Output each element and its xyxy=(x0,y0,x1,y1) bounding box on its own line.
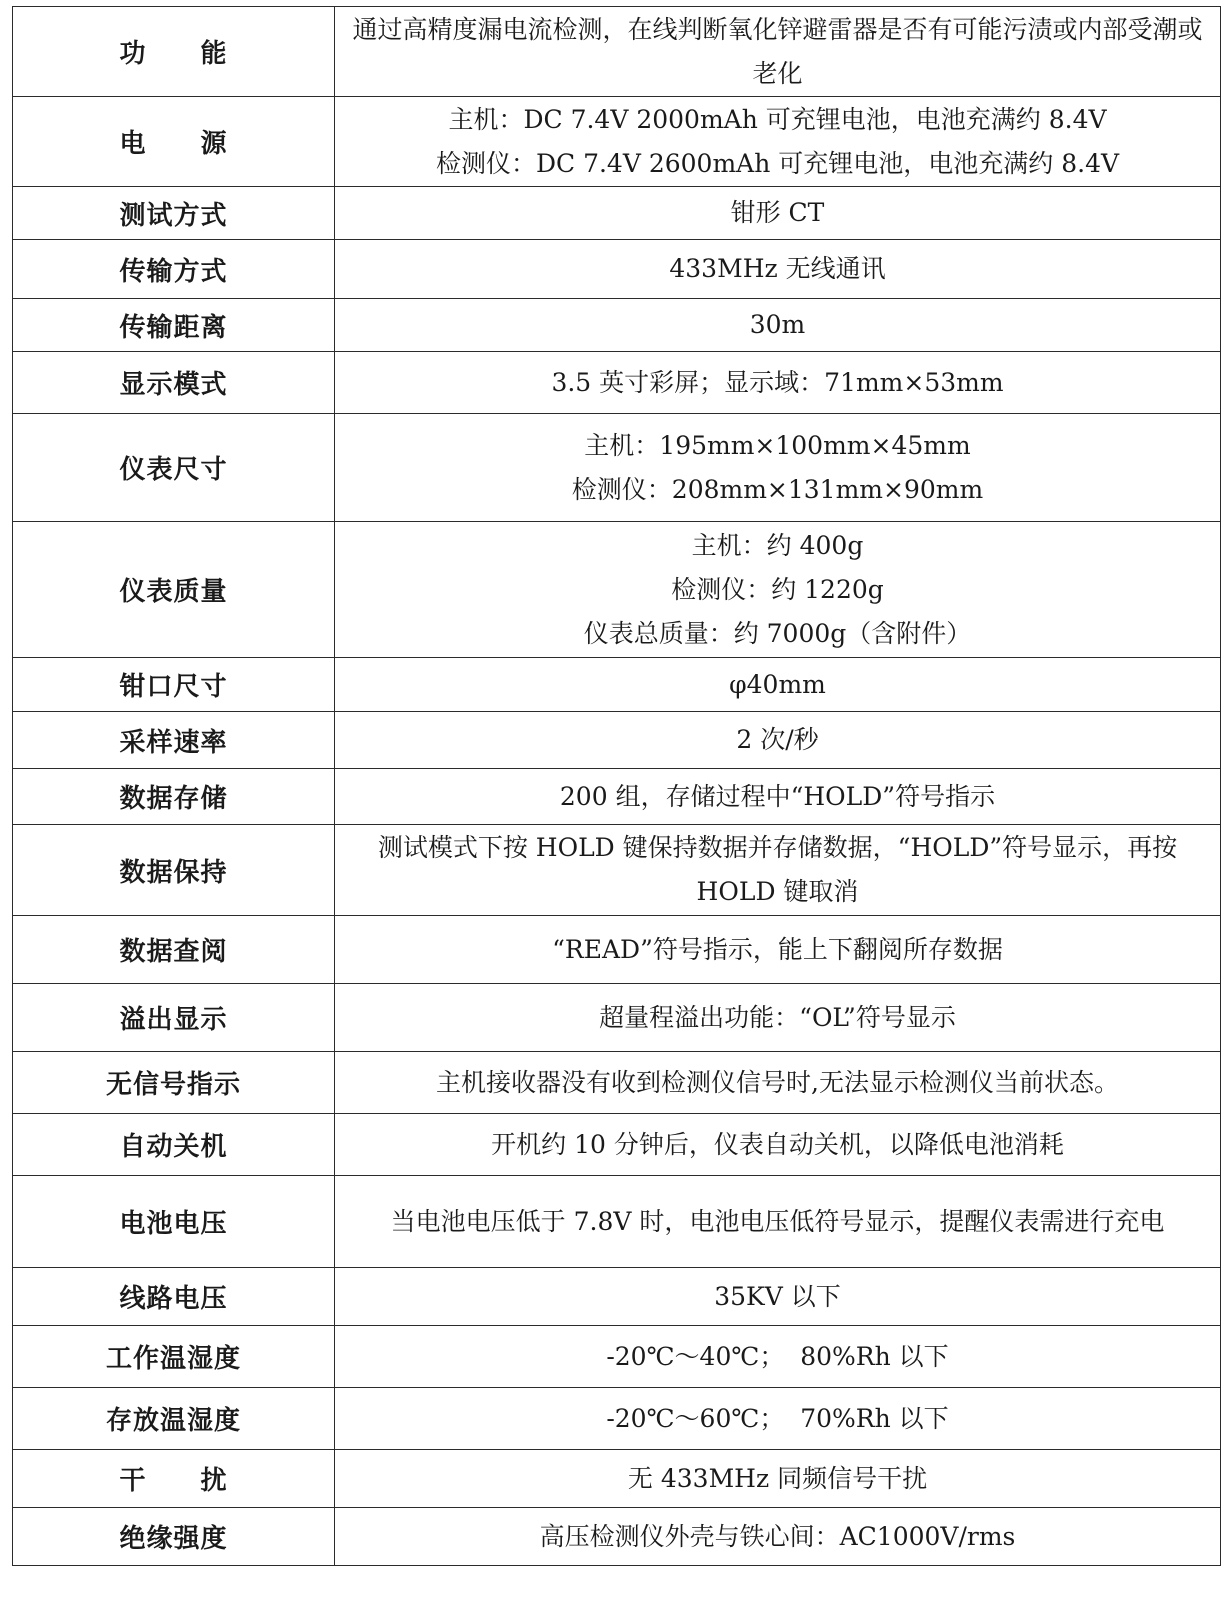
table-row xyxy=(13,1450,1221,1508)
spec-label: 干 扰 xyxy=(119,1466,228,1496)
spec-value-line: 仪表总质量：约 7000g（含附件） xyxy=(583,618,972,648)
spec-label-cell xyxy=(13,187,335,240)
spec-label-cell xyxy=(13,414,335,522)
spec-value-cell xyxy=(335,522,1221,658)
spec-label-cell xyxy=(13,984,335,1052)
spec-label-cell xyxy=(13,1508,335,1566)
spec-value-cell xyxy=(335,352,1221,414)
spec-value-line: 35KV 以下 xyxy=(714,1281,841,1311)
table-row xyxy=(13,825,1221,916)
spec-value-cell xyxy=(335,916,1221,984)
spec-value-line: 钳形 CT xyxy=(730,198,825,227)
spec-value-cell xyxy=(335,414,1221,522)
spec-value-line: “READ”符号指示，能上下翻阅所存数据 xyxy=(552,934,1003,964)
spec-label-cell xyxy=(13,352,335,414)
spec-value-line: 主机：DC 7.4V 2000mAh 可充锂电池，电池充满约 8.4V xyxy=(448,104,1107,134)
spec-label: 数据保持 xyxy=(119,857,228,888)
spec-label: 电 源 xyxy=(119,129,228,159)
spec-value-line: 开机约 10 分钟后，仪表自动关机，以降低电池消耗 xyxy=(491,1129,1064,1159)
spec-value-cell xyxy=(335,825,1221,916)
spec-value-line: 高压检测仪外壳与铁心间：AC1000V/rms xyxy=(539,1521,1016,1551)
spec-value-cell xyxy=(335,7,1221,97)
spec-value-cell xyxy=(335,1450,1221,1508)
spec-label-cell xyxy=(13,825,335,916)
spec-label: 线路电压 xyxy=(119,1284,228,1314)
spec-value-cell xyxy=(335,1268,1221,1326)
table-row xyxy=(13,658,1221,712)
spec-value-line: φ40mm xyxy=(729,669,826,699)
table-row xyxy=(13,97,1221,187)
spec-value-line: 检测仪：约 1220g xyxy=(671,574,884,604)
spec-value-line: 200 组，存储过程中“HOLD”符号指示 xyxy=(559,781,996,811)
spec-label-cell xyxy=(13,658,335,712)
spec-value-cell xyxy=(335,1176,1221,1268)
table-row xyxy=(13,712,1221,769)
table-row xyxy=(13,240,1221,299)
table-row xyxy=(13,414,1221,522)
spec-value-line: 通过高精度漏电流检测，在线判断氧化锌避雷器是否有可能污渍或内部受潮或老化 xyxy=(352,14,1203,88)
table-row xyxy=(13,352,1221,414)
spec-label: 数据查阅 xyxy=(119,937,228,967)
spec-value-line: 当电池电压低于 7.8V 时，电池电压低符号显示，提醒仪表需进行充电 xyxy=(390,1206,1165,1236)
spec-value-cell xyxy=(335,1114,1221,1176)
spec-value-cell xyxy=(335,1326,1221,1388)
spec-label-cell xyxy=(13,240,335,299)
spec-value-line: 检测仪：DC 7.4V 2600mAh 可充锂电池，电池充满约 8.4V xyxy=(435,148,1120,178)
spec-label: 测试方式 xyxy=(119,200,228,231)
table-row xyxy=(13,1508,1221,1566)
spec-value-line: 3.5 英寸彩屏；显示域：71mm×53mm xyxy=(551,367,1004,397)
spec-label-cell xyxy=(13,1114,335,1176)
table-row xyxy=(13,1176,1221,1268)
spec-label-cell xyxy=(13,769,335,825)
spec-value-cell xyxy=(335,97,1221,187)
spec-table-body xyxy=(13,7,1221,1566)
table-row xyxy=(13,1114,1221,1176)
spec-label: 显示模式 xyxy=(119,370,228,400)
spec-value-cell xyxy=(335,1508,1221,1566)
spec-label: 传输方式 xyxy=(119,256,228,287)
spec-value-line: 433MHz 无线通讯 xyxy=(669,254,886,283)
spec-label: 传输距离 xyxy=(119,312,228,343)
spec-label-cell xyxy=(13,1268,335,1326)
table-row xyxy=(13,916,1221,984)
spec-value-line: 无 433MHz 同频信号干扰 xyxy=(627,1463,928,1493)
spec-value-cell xyxy=(335,769,1221,825)
spec-label: 无信号指示 xyxy=(105,1070,241,1100)
spec-value-cell xyxy=(335,1388,1221,1450)
spec-value-line: 主机：195mm×100mm×45mm xyxy=(584,430,971,460)
spec-label-cell xyxy=(13,299,335,352)
spec-value-cell xyxy=(335,240,1221,299)
table-row xyxy=(13,7,1221,97)
spec-value-line: -20℃～40℃； 80%Rh 以下 xyxy=(606,1341,949,1371)
spec-label: 功 能 xyxy=(119,39,228,69)
spec-value-cell xyxy=(335,658,1221,712)
spec-label: 仪表质量 xyxy=(119,577,228,607)
spec-value-line: 2 次/秒 xyxy=(736,725,819,754)
spec-value-line: 检测仪：208mm×131mm×90mm xyxy=(571,474,984,504)
table-row xyxy=(13,299,1221,352)
spec-table xyxy=(12,6,1221,1566)
spec-label: 溢出显示 xyxy=(119,1005,228,1035)
spec-label-cell xyxy=(13,97,335,187)
spec-value-line: 主机：约 400g xyxy=(691,530,864,560)
spec-label-cell xyxy=(13,522,335,658)
spec-label-cell xyxy=(13,1388,335,1450)
table-row xyxy=(13,1268,1221,1326)
spec-value-line: 超量程溢出功能：“OL”符号显示 xyxy=(599,1002,956,1032)
spec-value-line: 主机接收器没有收到检测仪信号时,无法显示检测仪当前状态。 xyxy=(436,1067,1119,1097)
spec-value-cell xyxy=(335,187,1221,240)
table-row xyxy=(13,984,1221,1052)
table-row xyxy=(13,522,1221,658)
spec-label-cell xyxy=(13,712,335,769)
table-row xyxy=(13,769,1221,825)
table-row xyxy=(13,1052,1221,1114)
spec-label: 存放温湿度 xyxy=(105,1406,241,1436)
spec-value-cell xyxy=(335,712,1221,769)
spec-label: 绝缘强度 xyxy=(119,1524,228,1554)
spec-label-cell xyxy=(13,7,335,97)
spec-value-line: -20℃～60℃； 70%Rh 以下 xyxy=(606,1403,949,1433)
spec-label: 电池电压 xyxy=(119,1209,228,1239)
spec-label: 自动关机 xyxy=(119,1132,228,1162)
spec-value-cell xyxy=(335,299,1221,352)
spec-label-cell xyxy=(13,1326,335,1388)
spec-label-cell xyxy=(13,1450,335,1508)
spec-label-cell xyxy=(13,1176,335,1268)
spec-label: 工作温湿度 xyxy=(105,1344,241,1374)
spec-label: 仪表尺寸 xyxy=(119,455,228,485)
spec-label: 采样速率 xyxy=(119,727,228,758)
table-row xyxy=(13,187,1221,240)
spec-label: 数据存储 xyxy=(119,784,228,814)
spec-value-cell xyxy=(335,1052,1221,1114)
spec-value-line: 测试模式下按 HOLD 键保持数据并存储数据，“HOLD”符号显示，再按 HOLD 键取消 xyxy=(377,833,1186,906)
spec-value-line: 30m xyxy=(749,310,806,339)
spec-label: 钳口尺寸 xyxy=(119,672,228,702)
spec-label-cell xyxy=(13,1052,335,1114)
spec-label-cell xyxy=(13,916,335,984)
spec-value-cell xyxy=(335,984,1221,1052)
table-row xyxy=(13,1388,1221,1450)
table-row xyxy=(13,1326,1221,1388)
